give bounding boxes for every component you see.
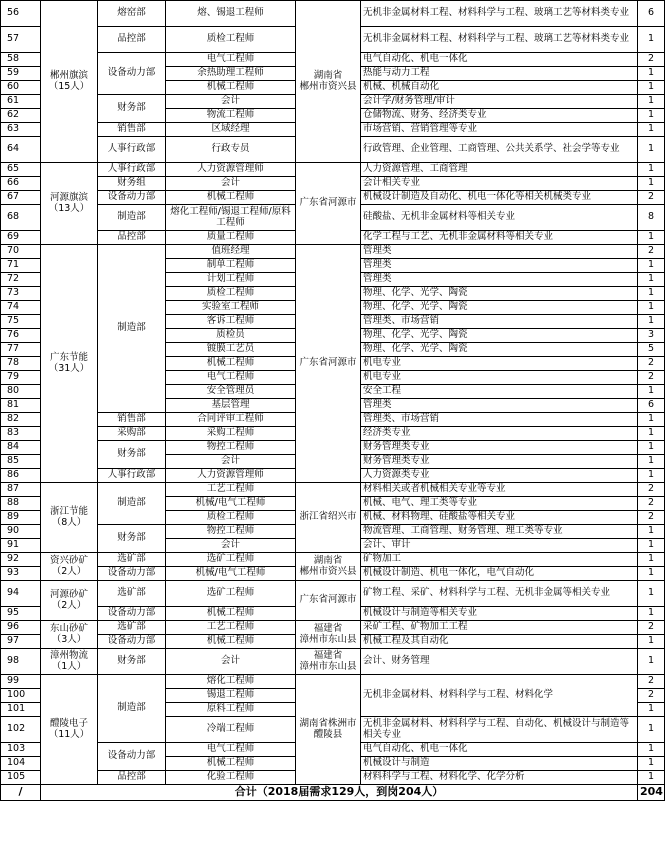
position-cell: 电气工程师 xyxy=(166,743,296,757)
department-cell: 选矿部 xyxy=(98,553,166,567)
position-cell: 会计 xyxy=(166,95,296,109)
major-cell: 管理类 xyxy=(361,259,638,273)
row-number: 103 xyxy=(1,743,41,757)
department-cell: 设备动力部 xyxy=(98,567,166,581)
position-cell: 冷端工程师 xyxy=(166,717,296,743)
company-cell: 漳州物流 （1人） xyxy=(41,649,98,675)
headcount-cell: 2 xyxy=(638,675,665,689)
position-cell: 物流工程师 xyxy=(166,109,296,123)
table-row xyxy=(1,675,665,689)
department-cell: 制造部 xyxy=(98,675,166,743)
table-row xyxy=(1,621,665,635)
position-cell: 选矿工程师 xyxy=(166,581,296,607)
headcount-cell: 1 xyxy=(638,177,665,191)
headcount-cell: 1 xyxy=(638,635,665,649)
row-number: 92 xyxy=(1,553,41,567)
position-cell: 机械工程师 xyxy=(166,357,296,371)
department-cell: 选矿部 xyxy=(98,581,166,607)
row-number: 87 xyxy=(1,483,41,497)
headcount-cell: 1 xyxy=(638,301,665,315)
major-cell: 机械工程及其自动化 xyxy=(361,635,638,649)
headcount-cell: 2 xyxy=(638,621,665,635)
row-number: 68 xyxy=(1,205,41,231)
position-cell: 质检工程师 xyxy=(166,511,296,525)
position-cell: 质检工程师 xyxy=(166,27,296,53)
row-number: 101 xyxy=(1,703,41,717)
major-cell: 人力资源管理、工商管理 xyxy=(361,163,638,177)
major-cell: 矿物工程、采矿、材料科学与工程、无机非金属等相关专业 xyxy=(361,581,638,607)
position-cell: 锡退工程师 xyxy=(166,689,296,703)
headcount-cell: 1 xyxy=(638,259,665,273)
total-slash: / xyxy=(1,785,41,801)
headcount-cell: 2 xyxy=(638,497,665,511)
row-number: 75 xyxy=(1,315,41,329)
position-cell: 工艺工程师 xyxy=(166,483,296,497)
major-cell: 无机非金属材料、材料科学与工程、自动化、机械设计与制造等相关专业 xyxy=(361,717,638,743)
row-number: 79 xyxy=(1,371,41,385)
headcount-cell: 1 xyxy=(638,757,665,771)
table-row xyxy=(1,553,665,567)
major-cell: 采矿工程、矿物加工工程 xyxy=(361,621,638,635)
position-cell: 采购工程师 xyxy=(166,427,296,441)
headcount-cell: 1 xyxy=(638,427,665,441)
company-cell: 河源砂矿 （2人） xyxy=(41,581,98,621)
position-cell: 机械/电气工程师 xyxy=(166,567,296,581)
department-cell: 制造部 xyxy=(98,483,166,525)
row-number: 78 xyxy=(1,357,41,371)
department-cell: 制造部 xyxy=(98,205,166,231)
department-cell: 人事行政部 xyxy=(98,163,166,177)
major-cell: 机电专业 xyxy=(361,357,638,371)
position-cell: 客诉工程师 xyxy=(166,315,296,329)
major-cell: 仓储物流、财务、经济类专业 xyxy=(361,109,638,123)
position-cell: 物控工程师 xyxy=(166,525,296,539)
headcount-cell: 1 xyxy=(638,81,665,95)
row-number: 63 xyxy=(1,123,41,137)
major-cell: 无机非金属材料、材料科学与工程、材料化学 xyxy=(361,675,638,717)
major-cell: 硅酸盐、无机非金属材料等相关专业 xyxy=(361,205,638,231)
major-cell: 机械设计制造及自动化、机电一体化等相关机械类专业 xyxy=(361,191,638,205)
row-number: 77 xyxy=(1,343,41,357)
headcount-cell: 1 xyxy=(638,315,665,329)
major-cell: 财务管理类专业 xyxy=(361,455,638,469)
department-cell: 设备动力部 xyxy=(98,635,166,649)
row-number: 105 xyxy=(1,771,41,785)
headcount-cell: 1 xyxy=(638,455,665,469)
row-number: 59 xyxy=(1,67,41,81)
department-cell: 财务部 xyxy=(98,649,166,675)
position-cell: 人力资源管理师 xyxy=(166,469,296,483)
headcount-cell: 1 xyxy=(638,539,665,553)
location-cell: 湖南省 郴州市资兴县 xyxy=(296,1,361,163)
headcount-cell: 1 xyxy=(638,109,665,123)
total-count: 204 xyxy=(638,785,665,801)
row-number: 69 xyxy=(1,231,41,245)
company-cell: 东山砂矿 （3人） xyxy=(41,621,98,649)
major-cell: 管理类、市场营销 xyxy=(361,315,638,329)
department-cell: 设备动力部 xyxy=(98,191,166,205)
position-cell: 镀膜工艺员 xyxy=(166,343,296,357)
position-cell: 电气工程师 xyxy=(166,53,296,67)
department-cell: 财务部 xyxy=(98,441,166,469)
headcount-cell: 2 xyxy=(638,245,665,259)
row-number: 86 xyxy=(1,469,41,483)
table-row xyxy=(1,1,665,27)
department-cell: 销售部 xyxy=(98,413,166,427)
major-cell: 材料科学与工程、材料化学、化学分析 xyxy=(361,771,638,785)
position-cell: 会计 xyxy=(166,539,296,553)
major-cell: 无机非金属材料工程、材料科学与工程、玻璃工艺等材料类专业 xyxy=(361,1,638,27)
headcount-cell: 5 xyxy=(638,343,665,357)
company-cell: 资兴砂矿 （2人） xyxy=(41,553,98,581)
company-cell: 浙江节能 （8人） xyxy=(41,483,98,553)
position-cell: 选矿工程师 xyxy=(166,553,296,567)
position-cell: 机械/电气工程师 xyxy=(166,497,296,511)
row-number: 73 xyxy=(1,287,41,301)
headcount-cell: 1 xyxy=(638,581,665,607)
location-cell: 广东省河源市 xyxy=(296,163,361,245)
major-cell: 机械、材料物理、硅酸盐等相关专业 xyxy=(361,511,638,525)
location-cell: 广东省河源市 xyxy=(296,581,361,621)
department-cell: 人事行政部 xyxy=(98,469,166,483)
row-number: 66 xyxy=(1,177,41,191)
position-cell: 电气工程师 xyxy=(166,371,296,385)
table-row xyxy=(1,245,665,259)
headcount-cell: 1 xyxy=(638,567,665,581)
headcount-cell: 1 xyxy=(638,27,665,53)
department-cell: 熔窑部 xyxy=(98,1,166,27)
headcount-cell: 2 xyxy=(638,357,665,371)
headcount-cell: 1 xyxy=(638,607,665,621)
headcount-cell: 1 xyxy=(638,95,665,109)
position-cell: 机械工程师 xyxy=(166,191,296,205)
company-cell: 郴州旗滨 （15人） xyxy=(41,1,98,163)
row-number: 100 xyxy=(1,689,41,703)
row-number: 82 xyxy=(1,413,41,427)
headcount-cell: 1 xyxy=(638,553,665,567)
row-number: 70 xyxy=(1,245,41,259)
row-number: 102 xyxy=(1,717,41,743)
major-cell: 会计、审计 xyxy=(361,539,638,553)
position-cell: 熔化工程师/锡退工程师/原料工程师 xyxy=(166,205,296,231)
position-cell: 机械工程师 xyxy=(166,81,296,95)
location-cell: 湖南省株洲市 醴陵县 xyxy=(296,675,361,785)
major-cell: 热能与动力工程 xyxy=(361,67,638,81)
row-number: 90 xyxy=(1,525,41,539)
major-cell: 物理、化学、光学、陶瓷 xyxy=(361,343,638,357)
major-cell: 材料相关或者机械相关专业等专业 xyxy=(361,483,638,497)
position-cell: 余热助理工程师 xyxy=(166,67,296,81)
major-cell: 会计、财务管理 xyxy=(361,649,638,675)
position-cell: 质检工程师 xyxy=(166,287,296,301)
row-number: 71 xyxy=(1,259,41,273)
major-cell: 物理、化学、光学、陶瓷 xyxy=(361,329,638,343)
position-cell: 合同评审工程师 xyxy=(166,413,296,427)
row-number: 74 xyxy=(1,301,41,315)
table-row xyxy=(1,581,665,607)
row-number: 99 xyxy=(1,675,41,689)
row-number: 98 xyxy=(1,649,41,675)
department-cell: 设备动力部 xyxy=(98,53,166,95)
major-cell: 会计学/财务管理/审计 xyxy=(361,95,638,109)
headcount-cell: 1 xyxy=(638,441,665,455)
position-cell: 人力资源管理师 xyxy=(166,163,296,177)
major-cell: 机械、电气、理工类等专业 xyxy=(361,497,638,511)
major-cell: 管理类 xyxy=(361,245,638,259)
row-number: 62 xyxy=(1,109,41,123)
department-cell: 品控部 xyxy=(98,27,166,53)
row-number: 83 xyxy=(1,427,41,441)
headcount-cell: 2 xyxy=(638,371,665,385)
department-cell: 财务部 xyxy=(98,525,166,553)
row-number: 81 xyxy=(1,399,41,413)
headcount-cell: 2 xyxy=(638,53,665,67)
major-cell: 电气自动化、机电一体化 xyxy=(361,743,638,757)
department-cell: 财务组 xyxy=(98,177,166,191)
row-number: 85 xyxy=(1,455,41,469)
row-number: 72 xyxy=(1,273,41,287)
headcount-cell: 2 xyxy=(638,191,665,205)
headcount-cell: 1 xyxy=(638,743,665,757)
row-number: 96 xyxy=(1,621,41,635)
position-cell: 质检员 xyxy=(166,329,296,343)
table-row xyxy=(1,483,665,497)
position-cell: 化验工程师 xyxy=(166,771,296,785)
location-cell: 广东省河源市 xyxy=(296,245,361,483)
table-row xyxy=(1,163,665,177)
department-cell: 品控部 xyxy=(98,771,166,785)
major-cell: 电气自动化、机电一体化 xyxy=(361,53,638,67)
table-row xyxy=(1,649,665,675)
headcount-cell: 1 xyxy=(638,137,665,163)
major-cell: 安全工程 xyxy=(361,385,638,399)
position-cell: 会计 xyxy=(166,649,296,675)
table-body xyxy=(1,1,665,785)
headcount-cell: 1 xyxy=(638,67,665,81)
headcount-cell: 1 xyxy=(638,287,665,301)
department-cell: 采购部 xyxy=(98,427,166,441)
company-cell: 醴陵电子 （11人） xyxy=(41,675,98,785)
position-cell: 机械工程师 xyxy=(166,757,296,771)
company-cell: 广东节能 （31人） xyxy=(41,245,98,483)
total-row xyxy=(1,785,665,801)
headcount-cell: 1 xyxy=(638,649,665,675)
row-number: 97 xyxy=(1,635,41,649)
headcount-cell: 6 xyxy=(638,399,665,413)
position-cell: 区域经理 xyxy=(166,123,296,137)
headcount-cell: 1 xyxy=(638,413,665,427)
major-cell: 经济类专业 xyxy=(361,427,638,441)
major-cell: 物流管理、工商管理、财务管理、理工类等专业 xyxy=(361,525,638,539)
major-cell: 矿物加工 xyxy=(361,553,638,567)
major-cell: 机械设计与制造等相关专业 xyxy=(361,607,638,621)
major-cell: 物理、化学、光学、陶瓷 xyxy=(361,301,638,315)
position-cell: 物控工程师 xyxy=(166,441,296,455)
major-cell: 财务管理类专业 xyxy=(361,441,638,455)
position-cell: 会计 xyxy=(166,177,296,191)
position-cell: 制单工程师 xyxy=(166,259,296,273)
major-cell: 化学工程与工艺、无机非金属材料等相关专业 xyxy=(361,231,638,245)
major-cell: 机械设计与制造 xyxy=(361,757,638,771)
major-cell: 管理类、市场营销 xyxy=(361,413,638,427)
row-number: 104 xyxy=(1,757,41,771)
position-cell: 工艺工程师 xyxy=(166,621,296,635)
row-number: 56 xyxy=(1,1,41,27)
row-number: 65 xyxy=(1,163,41,177)
headcount-cell: 1 xyxy=(638,525,665,539)
position-cell: 质量工程师 xyxy=(166,231,296,245)
major-cell: 市场营销、营销管理等专业 xyxy=(361,123,638,137)
headcount-cell: 2 xyxy=(638,689,665,703)
location-cell: 福建省 漳州市东山县 xyxy=(296,621,361,649)
position-cell: 安全管理员 xyxy=(166,385,296,399)
headcount-cell: 1 xyxy=(638,163,665,177)
major-cell: 管理类 xyxy=(361,273,638,287)
row-number: 95 xyxy=(1,607,41,621)
position-cell: 基层管理 xyxy=(166,399,296,413)
company-cell: 河源旗滨 （13人） xyxy=(41,163,98,245)
department-cell: 品控部 xyxy=(98,231,166,245)
row-number: 76 xyxy=(1,329,41,343)
major-cell: 管理类 xyxy=(361,399,638,413)
position-cell: 原料工程师 xyxy=(166,703,296,717)
row-number: 89 xyxy=(1,511,41,525)
row-number: 67 xyxy=(1,191,41,205)
position-cell: 机械工程师 xyxy=(166,607,296,621)
location-cell: 湖南省 郴州市资兴县 xyxy=(296,553,361,581)
location-cell: 福建省 漳州市东山县 xyxy=(296,649,361,675)
row-number: 60 xyxy=(1,81,41,95)
row-number: 88 xyxy=(1,497,41,511)
row-number: 84 xyxy=(1,441,41,455)
position-cell: 值班经理 xyxy=(166,245,296,259)
department-cell: 销售部 xyxy=(98,123,166,137)
position-cell: 会计 xyxy=(166,455,296,469)
headcount-cell: 6 xyxy=(638,1,665,27)
department-cell: 制造部 xyxy=(98,245,166,413)
headcount-cell: 2 xyxy=(638,511,665,525)
major-cell: 行政管理、企业管理、工商管理、公共关系学、社会学等专业 xyxy=(361,137,638,163)
headcount-cell: 1 xyxy=(638,385,665,399)
major-cell: 机械、机械自动化 xyxy=(361,81,638,95)
row-number: 64 xyxy=(1,137,41,163)
department-cell: 财务部 xyxy=(98,95,166,123)
position-cell: 熔化工程师 xyxy=(166,675,296,689)
row-number: 91 xyxy=(1,539,41,553)
headcount-cell: 1 xyxy=(638,703,665,717)
position-cell: 熔、锡退工程师 xyxy=(166,1,296,27)
total-label: 合计（2018届需求129人，到岗204人） xyxy=(41,785,638,801)
position-cell: 机械工程师 xyxy=(166,635,296,649)
headcount-cell: 1 xyxy=(638,771,665,785)
headcount-cell: 3 xyxy=(638,329,665,343)
headcount-cell: 1 xyxy=(638,717,665,743)
headcount-cell: 1 xyxy=(638,231,665,245)
headcount-cell: 1 xyxy=(638,469,665,483)
row-number: 93 xyxy=(1,567,41,581)
row-number: 57 xyxy=(1,27,41,53)
location-cell: 浙江省绍兴市 xyxy=(296,483,361,553)
major-cell: 人力资源类专业 xyxy=(361,469,638,483)
major-cell: 机电专业 xyxy=(361,371,638,385)
department-cell: 选矿部 xyxy=(98,621,166,635)
position-cell: 计划工程师 xyxy=(166,273,296,287)
headcount-cell: 1 xyxy=(638,273,665,287)
row-number: 58 xyxy=(1,53,41,67)
major-cell: 物理、化学、光学、陶瓷 xyxy=(361,287,638,301)
major-cell: 机械设计制造、机电一体化，电气自动化 xyxy=(361,567,638,581)
department-cell: 人事行政部 xyxy=(98,137,166,163)
major-cell: 无机非金属材料工程、材料科学与工程、玻璃工艺等材料类专业 xyxy=(361,27,638,53)
row-number: 94 xyxy=(1,581,41,607)
headcount-cell: 1 xyxy=(638,123,665,137)
row-number: 61 xyxy=(1,95,41,109)
headcount-cell: 2 xyxy=(638,483,665,497)
position-cell: 行政专员 xyxy=(166,137,296,163)
department-cell: 设备动力部 xyxy=(98,607,166,621)
headcount-cell: 8 xyxy=(638,205,665,231)
position-cell: 实验室工程师 xyxy=(166,301,296,315)
row-number: 80 xyxy=(1,385,41,399)
major-cell: 会计相关专业 xyxy=(361,177,638,191)
department-cell: 设备动力部 xyxy=(98,743,166,771)
